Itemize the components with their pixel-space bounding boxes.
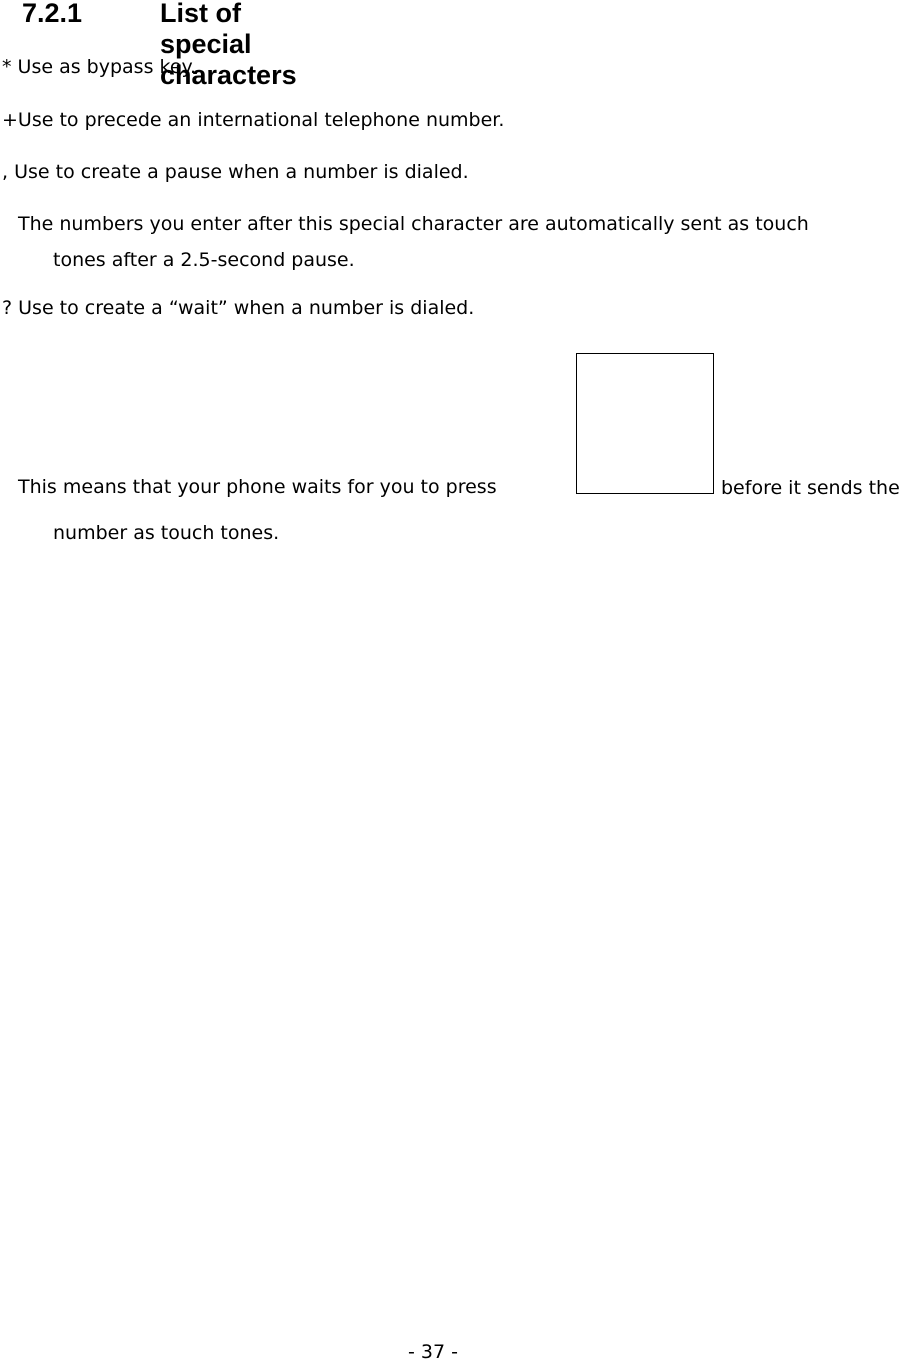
wait-note-before: This means that your phone waits for you to press bbox=[18, 476, 497, 498]
page-number: - 37 - bbox=[408, 1341, 458, 1363]
wait-note-after: before it sends the bbox=[721, 477, 900, 499]
section-number: 7.2.1 bbox=[22, 0, 83, 28]
list-item: * Use as bypass key. bbox=[2, 56, 197, 78]
key-image-placeholder bbox=[576, 353, 714, 494]
list-item: , Use to create a pause when a number is dialed. bbox=[2, 161, 469, 183]
list-item: ? Use to create a “wait” when a number is dialed. bbox=[2, 297, 475, 319]
pause-note-line2: tones after a 2.5-second pause. bbox=[53, 249, 355, 271]
wait-note-line2: number as touch tones. bbox=[53, 522, 280, 544]
section-title: List of special characters bbox=[160, 0, 297, 90]
pause-note-line1: The numbers you enter after this special character are automatically sent as touch bbox=[18, 213, 809, 235]
list-item: +Use to precede an international telephone number. bbox=[2, 109, 505, 131]
